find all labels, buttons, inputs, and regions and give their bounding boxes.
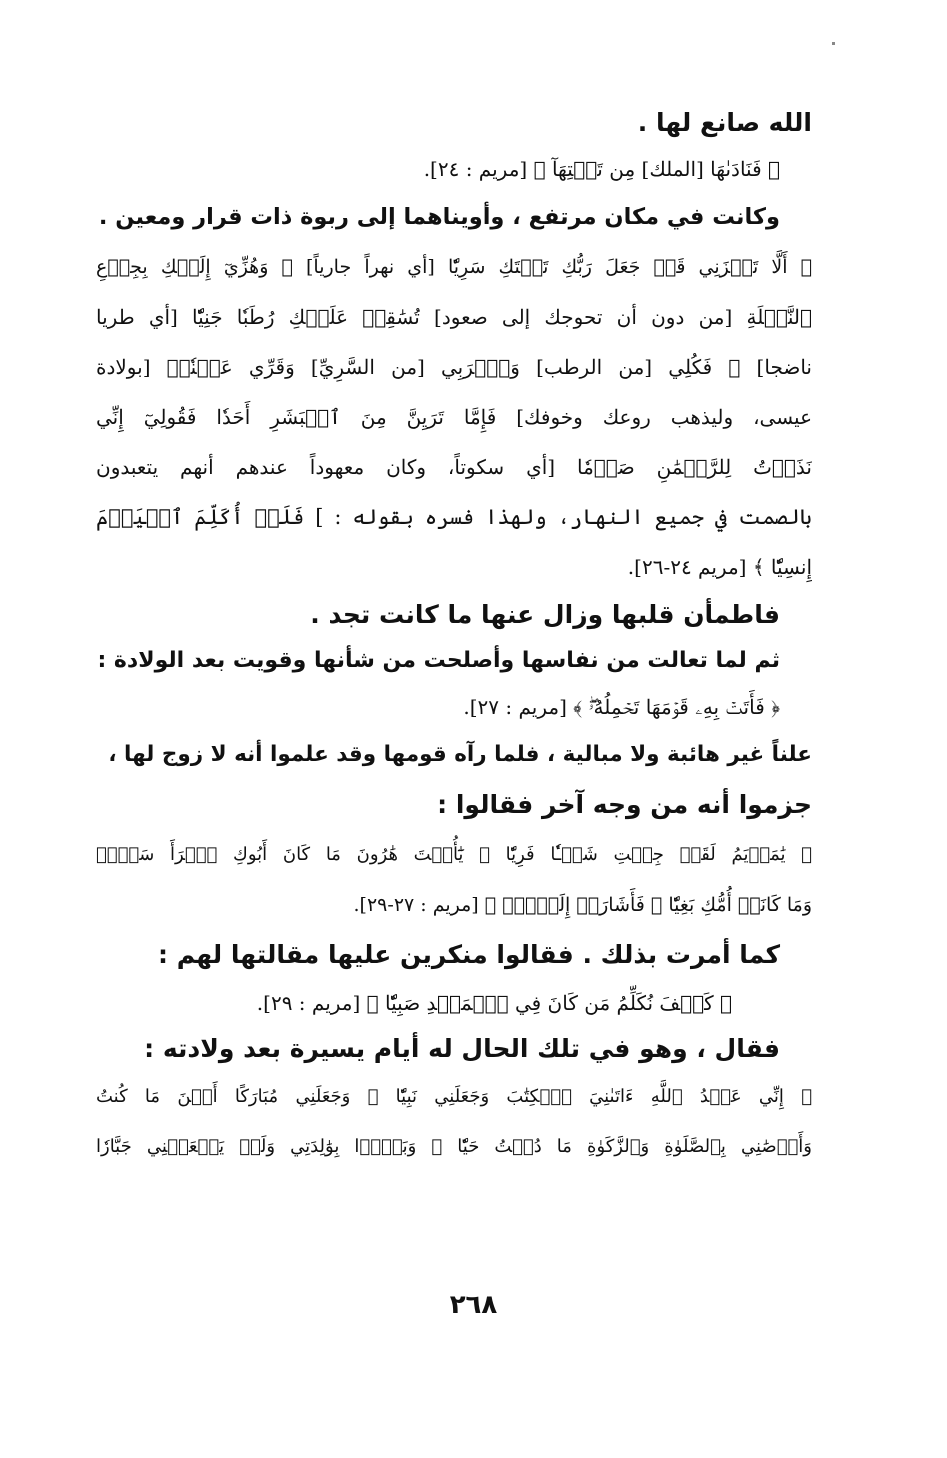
text-line: فقال ، وهو في تلك الحال له أيام يسيرة بعد ولادته :	[144, 1034, 780, 1063]
quran-verse-line: ﴿ كَيۡفَ نُكَلِّمُ مَن كَانَ فِي ٱلۡمَهۡدِ صَبِيّٗا ﴾ [مريم : ٢٩].	[256, 991, 732, 1015]
text-line: الله صانع لها .	[637, 108, 812, 137]
quran-verse-line: ﴿ فَنَادَىٰهَا [الملك] مِن تَحۡتِهَآ ﴾ [مريم : ٢٤].	[423, 157, 780, 181]
text-line: علناً غير هائبة ولا مبالية ، فلما رآه قومها وقد علموا أنه لا زوج لها ،	[108, 742, 812, 767]
quran-verse-line: وَأَوۡصَٰنِي بِٱلصَّلَوٰةِ وَٱلزَّكَوٰةِ مَا دُمۡتُ حَيّٗا ۞ وَبَرَّۢا بِوَٰلِدَتِي وَلَمۡ يَجۡعَلۡنِي جَبَّارٗا	[96, 1136, 812, 1157]
text-line: فاطمأن قلبها وزال عنها ما كانت تجد .	[310, 600, 780, 629]
quran-verse-line: ﴿ فَأَتَتۡ بِهِۦ قَوۡمَهَا تَحۡمِلُهُۥۖ ﴾ [مريم : ٢٧].	[463, 695, 780, 719]
body-text	[96, 100, 812, 1172]
quran-verse-line: عيسى، وليذهب روعك وخوفك] فَإِمَّا تَرَيِنَّ مِنَ ٱلۡبَشَرِ أَحَدٗا فَقُولِيٓ إِنِّي	[96, 405, 812, 429]
quran-verse-line: وَمَا كَانَتۡ أُمُّكِ بَغِيّٗا ۞ فَأَشَارَتۡ إِلَيۡهِۖ ﴾ [مريم : ٢٧-٢٩].	[353, 894, 812, 916]
quran-verse-line: ناضجا] ۞ فَكُلِي [من الرطب] وَٱشۡرَبِي [من السَّرِيِّ] وَقَرِّي عَيۡنٗاۖ [بولادة	[96, 355, 812, 379]
quran-verse-line: ٱلنَّخۡلَةِ [من دون أن تحوجك إلى صعود] تُسَٰقِطۡ عَلَيۡكِ رُطَبٗا جَنِيّٗا [أي طريا	[96, 305, 812, 329]
quran-verse-line: نَذَرۡتُ لِلرَّحۡمَٰنِ صَوۡمٗا [أي سكوتاً، وكان معهوداً عندهم أنهم يتعبدون	[96, 455, 812, 479]
quran-verse-line: ﴿ يَٰمَرۡيَمُ لَقَدۡ جِئۡتِ شَيۡـٔٗا فَرِيّٗا ۞ يَٰٓأُخۡتَ هَٰرُونَ مَا كَانَ أَبُوكِ ٱمۡرَأَ سَوۡءٖ	[96, 844, 812, 865]
scan-speck	[832, 42, 835, 45]
quran-verse-line: ﴿ إِنِّي عَبۡدُ ٱللَّهِ ءَاتَىٰنِيَ ٱلۡكِتَٰبَ وَجَعَلَنِي نَبِيّٗا ۞ وَجَعَلَنِي مُبَارَكًا أَيۡنَ مَا كُنتُ	[96, 1086, 812, 1107]
text-line: جزموا أنه من وجه آخر فقالوا :	[437, 790, 812, 819]
text-line: ثم لما تعالت من نفاسها وأصلحت من شأنها وقويت بعد الولادة :	[97, 648, 780, 673]
text-line: كما أمرت بذلك . فقالوا منكرين عليها مقالتها لهم :	[158, 940, 780, 969]
quran-verse-line: إِنسِيّٗا ﴾ [مريم ٢٤-٢٦].	[627, 555, 812, 579]
page-number: ٢٦٨	[449, 1290, 498, 1320]
quran-verse-line: ﴿ أَلَّا تَحۡزَنِي قَدۡ جَعَلَ رَبُّكِ تَحۡتَكِ سَرِيّٗا [أي نهراً جارياً] ۞ وَهُزِّيٓ إِلَيۡكِ بِجِذۡعِ	[96, 256, 812, 278]
text-line: وكانت في مكان مرتفع ، وأويناهما إلى ربوة ذات قرار ومعين .	[98, 204, 780, 230]
quran-verse-line: بالصمت في جميع النهار، ولهذا فسره بقوله : ] فَلَنۡ أُكَلِّمَ ٱلۡيَوۡمَ	[96, 505, 812, 529]
